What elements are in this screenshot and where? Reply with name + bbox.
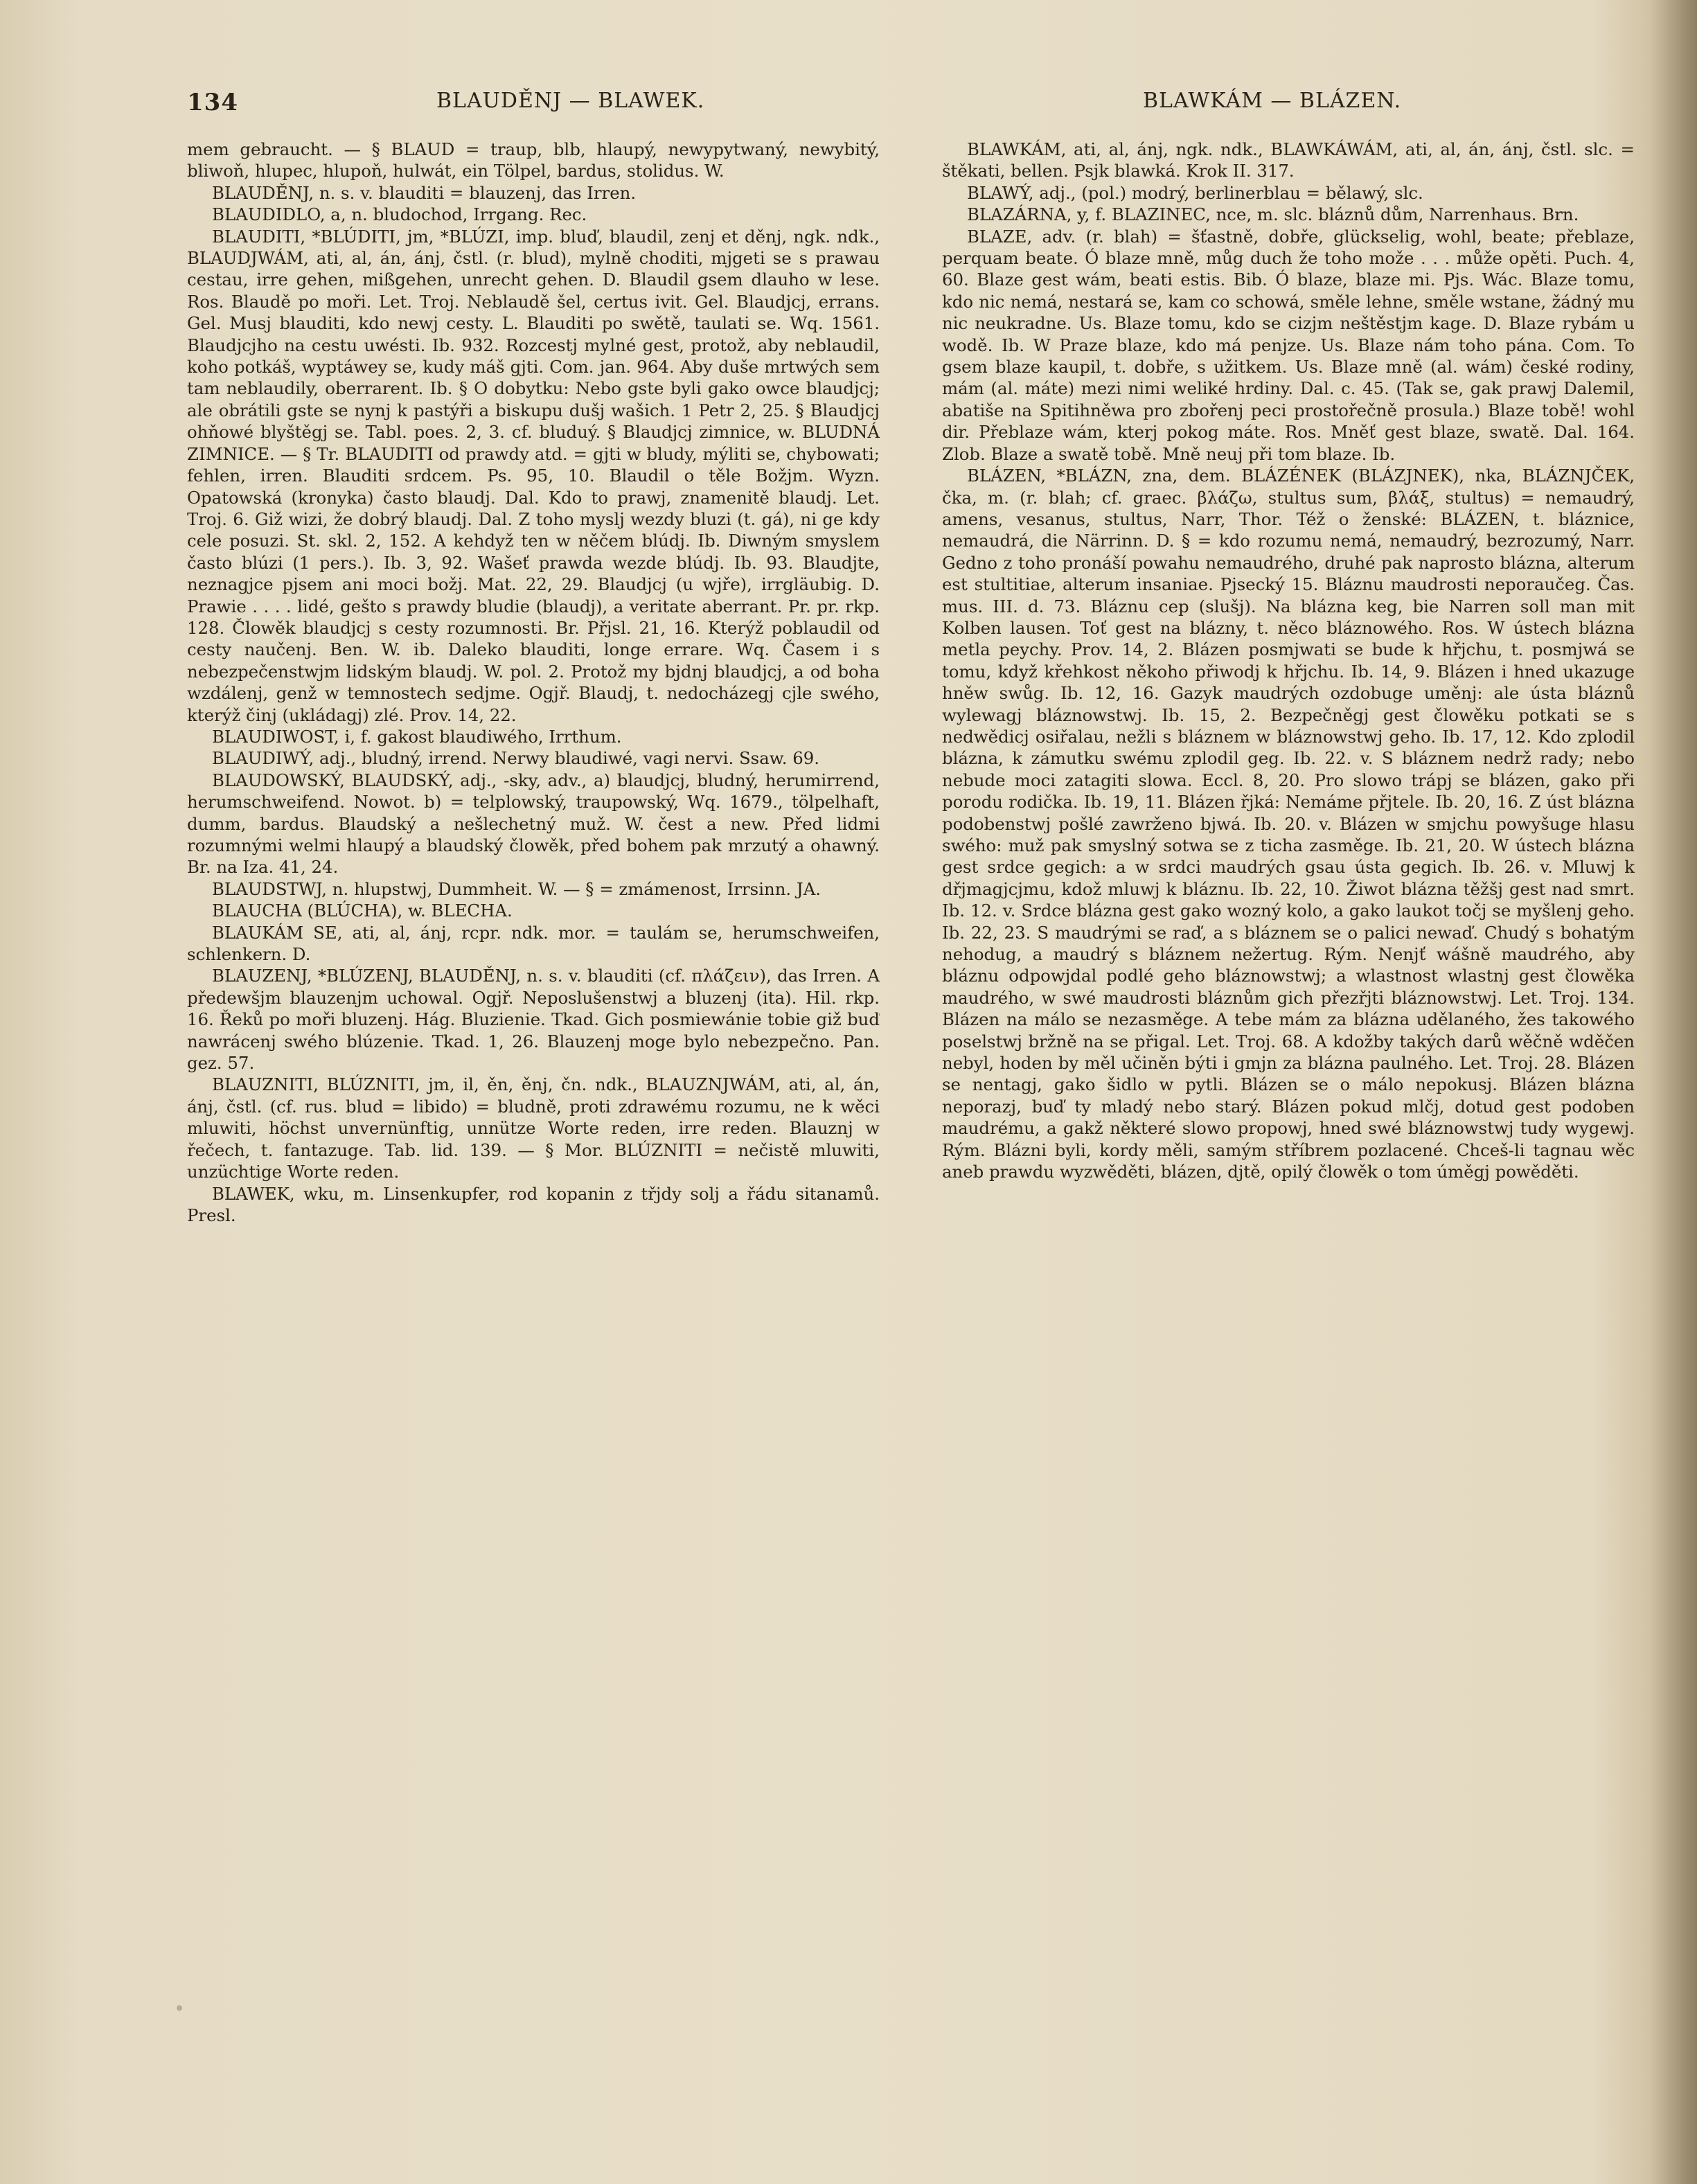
dictionary-entry: BLAWEK, wku, m. Linsenkupfer, rod kopanin z třjdy solj a řádu sitanamů. Presl. [187, 1183, 880, 1225]
dictionary-entry: BLAUDIDLO, a, n. bludochod, Irrgang. Rec. [212, 204, 587, 225]
dictionary-entry: BLÁZEN, *BLÁZN, zna, dem. BLÁZÉNEK (BLÁZJNEK), nka, BLÁZNJČEK, čka, m. (r. blah; cf. graec. βλάζω, stultus sum, βλάξ, stultus) = nemaudrý, amens, vesanus, stultus, Narr, Thor. Též o ženské: BLÁZEN, t. bláznice, nemaudrá, die Närrinn. D. § = kdo rozumu nemá, nemaudrý, bezrozumý, Narr. Gedno z toho pronáší powahu nemaudrého, druhé pak naprosto blázna, alterum est stultitiae, alterum insaniae. Pjsecký 15. Bláznu maudrosti neporaučeg. Čas. mus. III. d. 73. Bláznu cep (slušj). Na blázna keg, bie Narren soll man mit Kolben lausen. Toť gest na blázny, t. něco bláznowého. Ros. W ústech blázna metla peychy. Prov. 14, 2. Blázen posmjwati se bude k hřjchu, t. posmjwá se tomu, když křehkost někoho přiwodj k hřjchu. Ib. 14, 9. Blázen i hned ukazuge hněw swůg. Ib. 12, 16. Gazyk maudrých ozdobuge uměnj: ale ústa bláznů wylewagj bláznowstwj. Ib. 15, 2. Bezpečněgj gest člowěku potkati se s nedwědicj osiřalau, nežli s bláznem w bláznowstwj geho. Ib. 17, 12. Kdo zplodil blázna, k zámutku swému zplodil geg. Ib. 22. v. S bláznem nedrž rady; nebo nebude moci zatagiti slowa. Eccl. 8, 20. Pro slowo trápj se blázen, gako při porodu rodička. Ib. 19, 11. Blázen řjká: Nemáme přjtele. Ib. 20, 16. Z úst blázna podobenstwj pošlé zawrženo bjwá. Ib. 20. v. Blázen w smjchu powyšuge hlasu swého: muž pak smyslný sotwa se z ticha zasměge. Ib. 21, 20. W ústech blázna gest srdce gegich: a w srdci maudrých gsau ústa gegich. Ib. 26. v. Mluwj k dřjmagjcjmu, kdož mluwj k bláznu. Ib. 22, 10. Žiwot blázna těžšj gest nad smrt. Ib. 12. v. Srdce blázna gest gako wozný kolo, a gako laukot točj se myšlenj geho. Ib. 22, 23. S maudrými se raď, a s bláznem se o palici newaď. Chudý s bohatým nehodug, a maudrý s bláznem nežertug. Rým. Nenjť wášně maudrého, aby bláznu odpowjdal podlé geho bláznowstwj; a wlastnost wlastnj gest člowěka maudrého, w swé maudrosti bláznům gich přezřjti bláznowstwj. Let. Troj. 134. Blázen na málo se nezasměge. A tebe mám za blázna udělaného, žes takowého poselstwj bržně na se přigal. Let. Troj. 68. A kdožby takých darů wěčně wděčen nebyl, hoden by měl učiněn býti i gmjn za blázna paulného. Let. Troj. 28. Blázen se nentagj, gako šidlo w pytli. Blázen se o málo nepokusj. Blázen blázna neporazj, buď ty mladý nebo starý. Blázen pokud mlčj, dotud gest podoben maudrému, a gakž některé slowo propowj, hned swé bláznowstwj tudy wygewj. Rým. Blázni byli, kordy měli, samým stříbrem pozlacené. Chceš-li tagnau wěc aneb prawdu wyzwěděti, blázen, djtě, opilý člowěk o tom úměgj powěděti. [942, 465, 1635, 1182]
left-column [187, 139, 880, 1912]
dictionary-entry: BLAUCHA (BLÚCHA), w. BLECHA. [212, 900, 513, 921]
dictionary-entry: mem gebraucht. — § BLAUD = traup, blb, hlaupý, newypytwaný, newybitý, bliwoň, hlupec, hlupoň, hulwát, ein Tölpel, bardus, stolidus. W. [187, 139, 880, 181]
left-running-title: BLAUDĚNJ — BLAWEK. [436, 89, 705, 113]
right-column [942, 139, 1635, 1912]
dictionary-entry: BLAUDOWSKÝ, BLAUDSKÝ, adj., -sky, adv., a) blaudjcj, bludný, herumirrend, herumschweifend. Nowot. b) = telplowský, traupowský, Wq. 1679., tölpelhaft, dumm, bardus. Blaudský a nešlechetný muž. W. čest a new. Před lidmi rozumnými welmi hlaupý a blaudský člowěk, před bohem pak mrzutý a ohawný. Br. na Iza. 41, 24. [187, 770, 880, 878]
dictionary-entry: BLAUDSTWJ, n. hlupstwj, Dummheit. W. — § = zmámenost, Irrsinn. JA. [212, 878, 821, 899]
dictionary-entry: BLAUDĚNJ, n. s. v. blauditi = blauzenj, das Irren. [212, 182, 637, 203]
dictionary-entry: BLAWKÁM, ati, al, ánj, ngk. ndk., BLAWKÁWÁM, ati, al, án, ánj, čstl. slc. = štěkati, bellen. Psjk blawká. Krok II. 317. [942, 139, 1635, 181]
page-number: 134 [187, 89, 238, 116]
dictionary-entry: BLAUZENJ, *BLÚZENJ, BLAUDĚNJ, n. s. v. blauditi (cf. πλάζειν), das Irren. A předewšjm blauzenjm uchowal. Ogjř. Neposlušenstwj a bluzenj (ita). Hil. rkp. 16. Řeků po moři bluzenj. Hág. Bluzienie. Tkad. Gich posmiewánie tobie giž buď nawrácenj swého blúzenie. Tkad. 1, 26. Blauzenj moge bylo nebezpečno. Pan. gez. 57. [187, 966, 880, 1074]
dictionary-entry: BLAUDIWOST, i, f. gakost blaudiwého, Irrthum. [212, 726, 622, 747]
dictionary-entry: BLAZÁRNA, y, f. BLAZINEC, nce, m. slc. bláznů dům, Narrenhaus. Brn. [967, 204, 1579, 225]
dictionary-entry: BLAUDIWÝ, adj., bludný, irrend. Nerwy blaudiwé, vagi nervi. Ssaw. 69. [212, 748, 820, 769]
dictionary-entry: BLAUKÁM SE, ati, al, ánj, rcpr. ndk. mor. = taulám se, herumschweifen, schlenkern. D. [187, 922, 880, 965]
dictionary-entry: BLAUZNITI, BLÚZNITI, jm, il, ěn, ěnj, čn. ndk., BLAUZNJWÁM, ati, al, án, ánj, čstl. (cf. rus. blud = libido) = bludně, proti zdrawému rozumu, ne k wěci mluwiti, höchst unvernünftig, unnütze Worte reden, irre reden. Blauznj w řečech, t. fantazuge. Tab. lid. 139. — § Mor. BLÚZNITI = nečistě mluwiti, unzüchtige Worte reden. [187, 1074, 880, 1182]
right-running-title: BLAWKÁM — BLÁZEN. [1143, 89, 1402, 113]
dictionary-entry: BLAZE, adv. (r. blah) = šťastně, dobře, glückselig, wohl, beate; přeblaze, perquam beate. Ó blaze mně, můg duch že toho može . . . může opěti. Puch. 4, 60. Blaze gest wám, beati estis. Bib. Ó blaze, blaze mi. Pjs. Wác. Blaze tomu, kdo nic nemá, nestará se, kam co schowá, směle lehne, směle wstane, žádný mu nic neukradne. Us. Blaze tomu, kdo se cizjm neštěstjm kage. D. Blaze rybám u wodě. Ib. W Praze blaze, kdo má penjze. Us. Blaze nám toho pána. Com. To gsem blaze kaupil, t. dobře, s užitkem. Us. Blaze mně (al. wám) české rodiny, mám (al. máte) mezi nimi weliké hrdiny. Dal. c. 45. (Tak se, gak prawj Dalemil, abatiše na Spitihněwa pro zbořenj peci prostořečně prosula.) Blaze tobě! wohl dir. Přeblaze wám, kterj pokog máte. Ros. Mněť gest blaze, swatě. Dal. 164. Zlob. Blaze a swatě tobě. Mně neuj při tom blaze. Ib. [942, 226, 1635, 464]
dictionary-entry: BLAWÝ, adj., (pol.) modrý, berlinerblau = bělawý, slc. [967, 182, 1423, 203]
dictionary-entry: BLAUDITI, *BLÚDITI, jm, *BLÚZI, imp. bluď, blaudil, zenj et děnj, ngk. ndk., BLAUDJWÁM, ati, al, án, ánj, čstl. (r. blud), mylně choditi, mjgeti se s prawau cestau, irre gehen, mißgehen, unrecht gehen. D. Blaudil gsem dlauho w lese. Ros. Blaudě po moři. Let. Troj. Neblaudě šel, certus ivit. Gel. Blaudjcj, errans. Gel. Musj blauditi, kdo newj cesty. L. Blauditi po swětě, taulati se. Wq. 1561. Blaudjcjho na cestu uwésti. Ib. 932. Rozcestj mylné gest, protož, aby neblaudil, koho potkáš, wyptáwey se, kudy máš gjti. Com. jan. 964. Aby duše mrtwých sem tam neblaudily, oberrarent. Ib. § O dobytku: Nebo gste byli gako owce blaudjcj; ale obrátili gste se nynj k pastýři a biskupu dušj wašich. 1 Petr 2, 25. § Blaudjcj ohňowé blyštěgj se. Tabl. poes. 2, 3. cf. bluduý. § Blaudjcj zimnice, w. BLUDNÁ ZIMNICE. — § Tr. BLAUDITI od prawdy atd. = gjti w bludy, mýliti se, chybowati; fehlen, irren. Blauditi srdcem. Ps. 95, 10. Blaudil o těle Božjm. Wyzn. Opatowská (kronyka) často blaudj. Dal. Kdo to prawj, znamenitě blaudj. Let. Troj. 6. Giž wizi, že dobrý blaudj. Dal. Z toho myslj wezdy bluzi (t. gá), ni ge kdy cele posuzi. St. skl. 2, 152. A kehdyž ten w něčem blúdj. Ib. Diwným smyslem často blúzi (1 pers.). Ib. 3, 92. Wašeť prawda wezde blúdj. Ib. 93. Blaudjte, neznagjce pjsem ani moci božj. Mat. 22, 29. Blaudjcj (u wjře), irrgläubig. D. Prawie . . . . lidé, gešto s prawdy bludie (blaudj), a veritate aberrant. Pr. pr. rkp. 128. Člowěk blaudjcj s cesty rozumnosti. Br. Přjsl. 21, 16. Kterýž poblaudil od cesty naučenj. Ben. W. ib. Daleko blauditi, longe errare. Wq. Časem i s nebezpečenstwjm lidským blaudj. W. pol. 2. Protož my bjdnj blaudjcj, a od boha wzdálenj, genž w temnostech sedjme. Ogjř. Blaudj, t. nedocházegj cjle swého, kterýž činj (ukládagj) zlé. Prov. 14, 22. [187, 226, 880, 725]
ink-smudge [177, 2005, 182, 2011]
page-spine-shadow [1649, 0, 1697, 2184]
running-head [187, 89, 1628, 123]
